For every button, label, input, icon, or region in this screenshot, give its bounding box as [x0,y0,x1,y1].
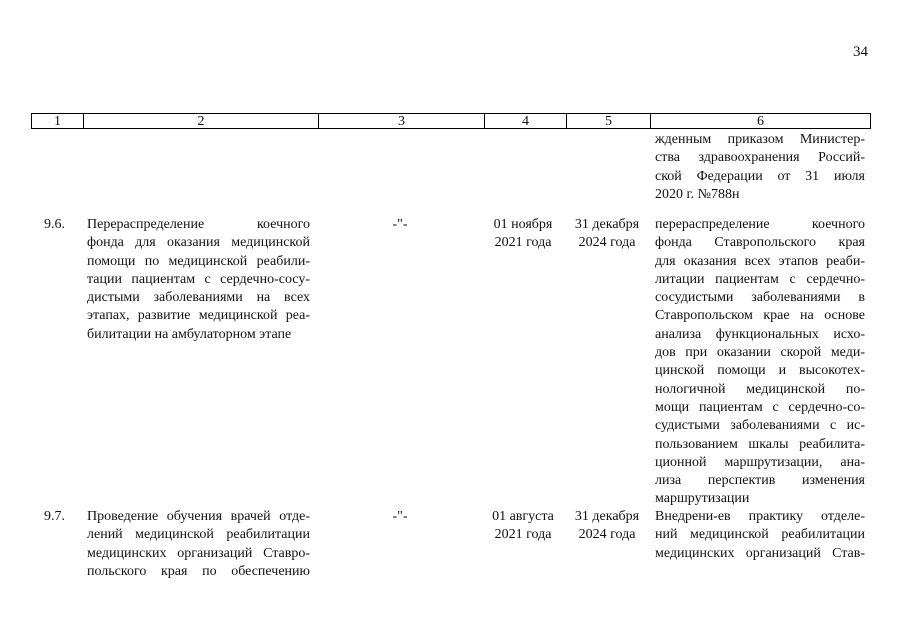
text-line: лений медицинской реабилитации [87,527,310,543]
text-line: 01 ноября [493,217,553,232]
header-col-3: 3 [319,114,485,128]
text-line: пользованием шкалы реабилита- [655,436,865,452]
header-col-2: 2 [84,114,319,128]
text-line: сосудистыми заболеваниями в [655,290,865,306]
text-line: судистыми заболеваниями с ис- [655,418,865,434]
text-line: 2020 г. №788н [655,186,740,202]
text-line: жденным приказом Министер- [655,132,865,147]
text-line: тации пациентам с сердечно-сосу- [87,271,310,287]
header-col-1: 1 [32,114,84,128]
row-end-date [567,216,647,253]
text-line: Проведение обучения врачей отде- [87,509,310,524]
text-line: этапах, развитие медицинской реа- [87,308,310,324]
text-line: 31 декабря [574,509,640,524]
text-line: ционной маршрутизации, ана- [655,454,865,470]
text-line: маршрутизации [655,491,750,507]
text-line: дов при оказании скорой меди- [655,345,865,361]
text-line: мощи пациентам с сердечно-со- [655,399,865,415]
header-col-4: 4 [485,114,567,128]
row-start-date [487,508,559,545]
row-executor: -"- [392,217,408,232]
text-line: 2021 года [494,527,552,543]
text-line: для оказания всех этапов реаби- [655,253,865,269]
text-line: фонда для оказания медицинской [87,235,310,251]
text-line: анализа функциональных исхо- [655,326,865,342]
page-number: 34 [853,44,868,60]
text-line: литации пациентам с сердечно- [655,271,865,287]
text-line: ства здравоохранения Россий- [655,150,865,166]
row-number: 9.6. [44,217,65,232]
text-line: нологичной медицинской по- [655,381,865,397]
header-col-5: 5 [567,114,651,128]
row-number: 9.7. [44,509,65,524]
row-result-cell [655,216,865,509]
text-line: 01 августа [492,509,554,524]
text-line: 2021 года [494,235,552,251]
text-line: польского края по обеспечению [87,563,310,579]
row-executor: -"- [392,509,408,524]
text-line: 2024 года [578,527,636,543]
text-line: 2024 года [578,235,636,251]
text-line: 31 декабря [574,217,640,232]
text-line: фонда Ставропольского края [655,235,865,251]
text-line: ний медицинской реабилитации [655,527,865,543]
text-line: дистыми заболеваниями на всех [87,290,310,306]
continuation-result-cell [655,131,865,204]
row-result-cell [655,508,865,563]
table-header-row [31,113,871,129]
row-start-date [487,216,559,253]
text-line: медицинских организаций Став- [655,545,865,561]
header-col-6: 6 [757,114,764,129]
text-line: ской Федерации от 31 июля [655,168,865,184]
text-line: помощи по медицинской реабили- [87,253,310,269]
text-line: перераспределение коечного [655,217,865,232]
text-line: лиза перспектив изменения [655,473,865,489]
row-title-cell [87,216,310,344]
row-end-date [567,508,647,545]
row-title-cell [87,508,310,581]
text-line: медицинских организаций Ставро- [87,545,310,561]
text-line: Ставропольском крае на основе [655,308,865,324]
text-line: Внедрени-ев практику отделе- [655,509,865,524]
text-line: цинской помощи и высокотех- [655,363,865,379]
text-line: Перераспределение коечного [87,217,310,232]
text-line: билитации на амбулаторном этапе [87,326,292,342]
